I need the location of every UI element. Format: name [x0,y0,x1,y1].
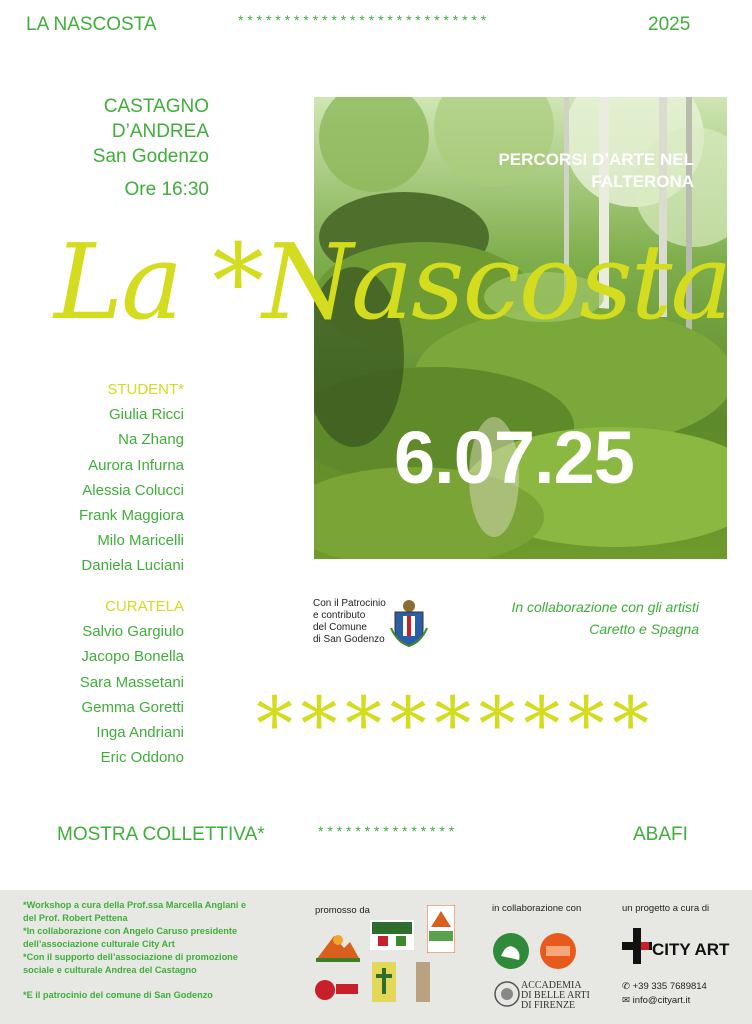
email-address[interactable]: info@cityart.it [632,995,691,1006]
footer [0,890,752,1024]
footer-note-last: *E il patrocinio del comune di San Godenzo [23,990,213,1000]
location-line3: San Godenzo [92,146,209,167]
patrocinio-text [313,598,386,646]
photo-subtitle-line1: PERCORSI D’ARTE NEL [498,150,694,169]
city-art-contacts [622,980,707,1008]
parco-logo-icon [538,932,578,975]
footer-notes [23,899,246,1002]
curator-name: Gemma Goretti [81,698,184,716]
curator-name: Sara Massetani [79,673,184,691]
event-date: 6.07.25 [394,416,634,499]
city-art-logo-text: CITY ART [652,940,730,959]
location-line1: CASTAGNO [103,96,209,117]
collab-text [440,596,699,640]
accademia-line3: DI FIRENZE [521,1000,576,1011]
students-heading: STUDENT* [107,381,184,398]
phone-line [622,980,707,994]
student-name: Daniela Luciani [81,557,184,575]
promosso-label: promosso da [315,905,370,916]
main-title: La *Nascosta [54,221,731,343]
curator-name: Eric Oddono [100,749,184,767]
email-line [622,994,707,1008]
student-name: Na Zhang [118,431,184,449]
student-name: Alessia Colucci [82,481,184,499]
mountain-logo-icon [314,930,362,969]
event-time: Ore 16:30 [124,179,209,200]
accademia-name [521,981,590,1011]
patrocinio-line3: del Comune [313,622,367,633]
comune-crest-icon [389,598,429,653]
curatela-list [80,594,184,770]
footer-note: dell’associazione culturale City Art [23,939,175,949]
curatela-heading: CURATELA [105,598,184,615]
curator-name: Jacopo Bonella [81,648,184,666]
location-block [93,94,209,202]
church-logo-icon [416,962,430,1007]
footer-note: sociale e culturale Andrea del Castagno [23,965,197,975]
photo-subtitle-line2: FALTERONA [591,172,694,191]
progetto-label: un progetto a cura di [622,903,710,914]
footer-note: del Prof. Robert Pettena [23,913,128,923]
patrocinio-line1: Con il Patrocinio [313,598,386,609]
patrocinio-line2: e contributo [313,610,366,621]
footer-note: *Con il supporto dell’associazione di promozione [23,952,238,962]
collab-line2: Caretto e Spagna [589,621,699,637]
patrocinio-line4: di San Godenzo [313,634,385,645]
header-stars: * * * * * * * * * * * * * * * * * * * * * * * * * * * [238,12,487,28]
footer-note: *Workshop a cura della Prof.ssa Marcella Anglani e [23,900,247,910]
mostra-collettiva: MOSTRA COLLETTIVA* [57,824,265,845]
tree-logo-icon [491,932,531,975]
bottom-stars: * * * * * * * * * * * * * * * [318,823,455,839]
header-year: 2025 [648,14,691,35]
accademia-line2: DI BELLE ARTI [521,990,590,1001]
phone-icon: ✆ [622,981,633,992]
abafi-label: ABAFI [633,824,688,845]
decorative-stars: * * * * * * * * * [256,682,642,768]
student-name: Milo Maricelli [97,532,184,550]
city-art-mark-icon [622,928,652,969]
accademia-line1: ACCADEMIA [521,980,582,991]
arci-logo-icon [314,978,360,1009]
photo-subtitle [314,149,694,193]
location-line2: D’ANDREA [111,121,209,142]
anpi-logo-icon [370,920,414,955]
collab-line1: In collaborazione con gli artisti [511,599,699,615]
email-icon: ✉ [622,995,633,1006]
students-list [79,377,184,579]
phone-number: +39 335 7689814 [632,981,707,992]
centro-visita-logo-icon [427,905,455,958]
footer-note: *In collaborazione con Angelo Caruso presidente [23,926,238,936]
curator-name: Salvio Gargiulo [82,623,184,641]
collab-label: in collaborazione con [492,903,582,914]
curator-name: Inga Andriani [96,724,184,742]
accademia-seal-icon [494,981,520,1012]
student-name: Aurora Infurna [88,456,184,474]
parrocchia-logo-icon [372,962,396,1007]
header-left-title: LA NASCOSTA [26,14,157,35]
student-name: Giulia Ricci [108,406,184,424]
student-name: Frank Maggiora [78,507,184,525]
